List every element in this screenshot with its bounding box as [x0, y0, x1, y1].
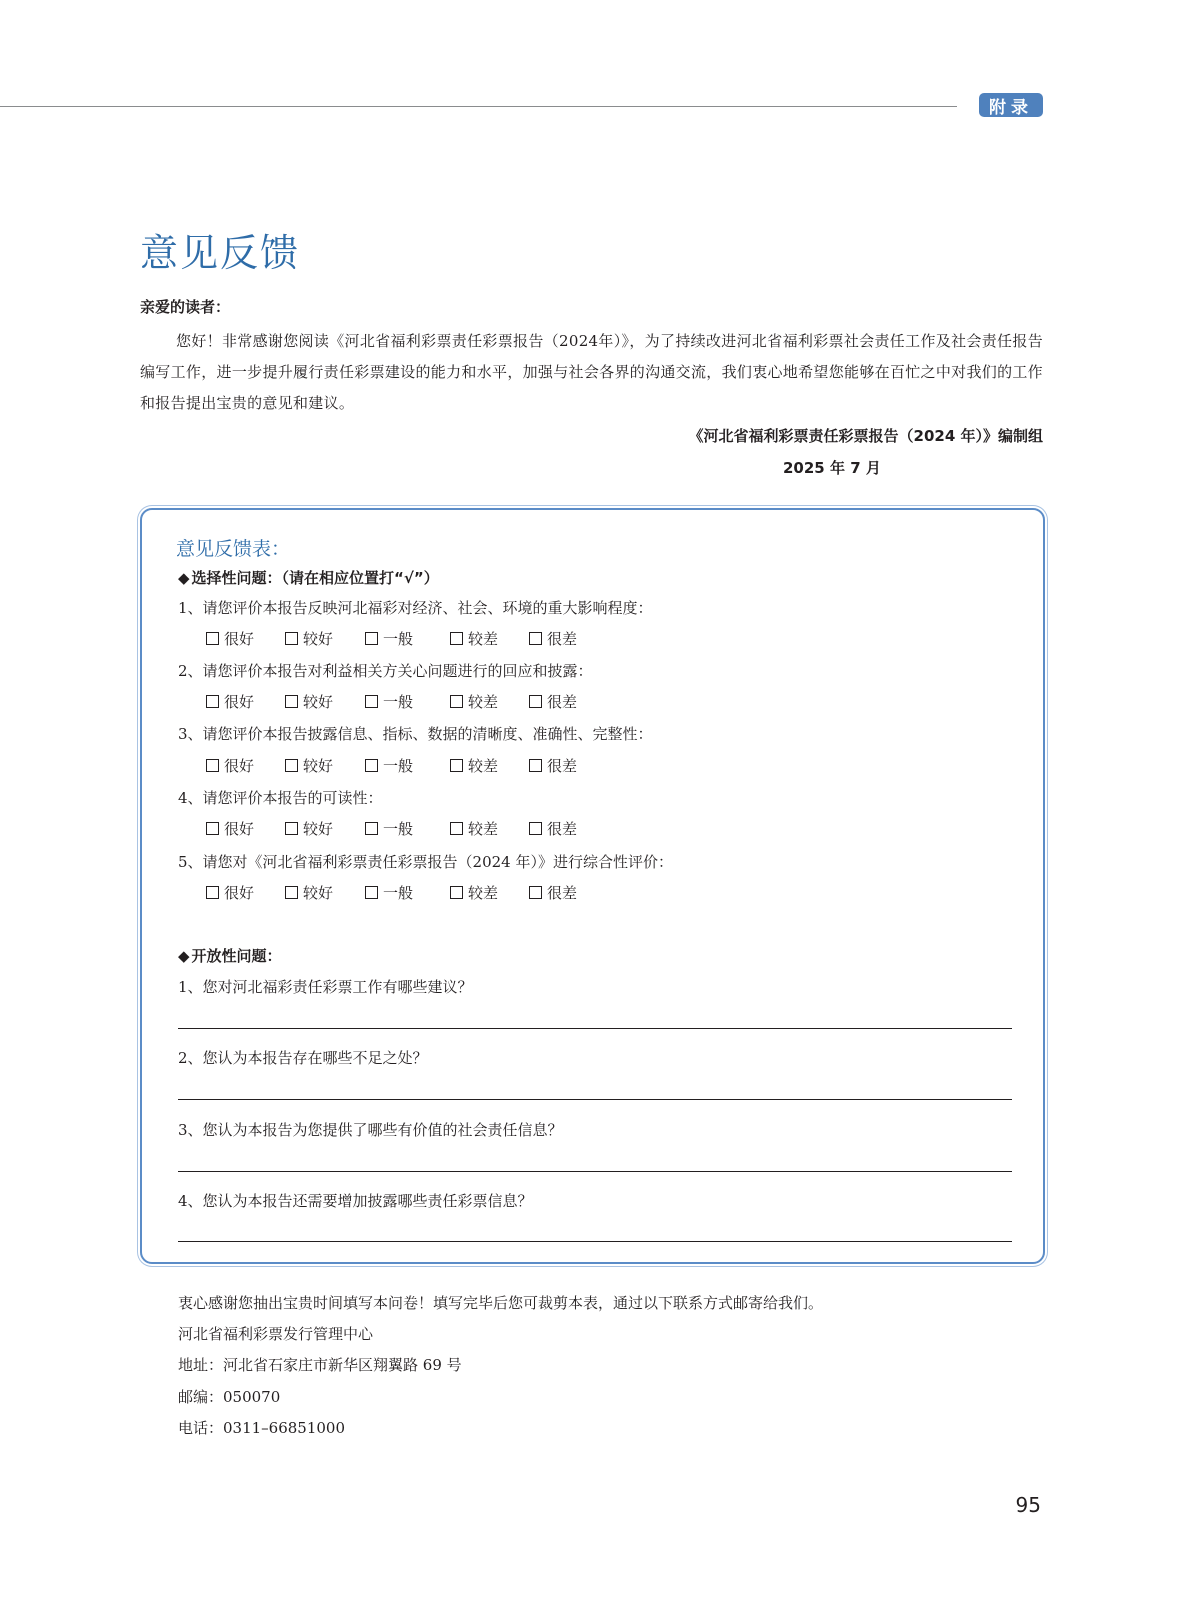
option-very-poor[interactable]	[529, 818, 599, 839]
open-question-1: 1、您对河北福彩责任彩票工作有哪些建议？	[178, 978, 473, 996]
postcode: 邮编：050070	[178, 1388, 281, 1406]
address: 地址：河北省石家庄市新华区翔翼路 69 号	[178, 1356, 462, 1374]
options-row-3	[206, 755, 599, 776]
option-good[interactable]	[285, 691, 365, 712]
signature: 《河北省福利彩票责任彩票报告（2024 年）》编制组	[688, 427, 1043, 445]
answer-line-2[interactable]	[178, 1099, 1012, 1100]
options-row-1	[206, 628, 599, 649]
checkbox-icon[interactable]	[206, 695, 219, 708]
option-label: 一般	[383, 757, 414, 775]
checkbox-icon[interactable]	[285, 632, 298, 645]
option-very-good[interactable]	[206, 628, 285, 649]
checkbox-icon[interactable]	[450, 886, 463, 899]
checkbox-icon[interactable]	[450, 822, 463, 835]
thanks-note: 衷心感谢您抽出宝贵时间填写本问卷！填写完毕后您可裁剪本表，通过以下联系方式邮寄给我们。	[178, 1294, 824, 1312]
checkbox-icon[interactable]	[450, 695, 463, 708]
checkbox-icon[interactable]	[529, 886, 542, 899]
option-label: 一般	[383, 884, 414, 902]
option-label: 较差	[468, 693, 499, 711]
checkbox-icon[interactable]	[206, 759, 219, 772]
choice-question-3: 3、请您评价本报告披露信息、指标、数据的清晰度、准确性、完整性：	[178, 725, 653, 743]
open-section-label	[178, 945, 282, 966]
checkbox-icon[interactable]	[529, 759, 542, 772]
phone: 电话：0311–66851000	[178, 1419, 346, 1437]
appendix-tag: 附录	[979, 93, 1043, 117]
option-poor[interactable]	[450, 691, 529, 712]
option-poor[interactable]	[450, 882, 529, 903]
page-number: 95	[1015, 1493, 1041, 1517]
answer-line-3[interactable]	[178, 1171, 1012, 1172]
option-label: 一般	[383, 820, 414, 838]
header-rule	[0, 106, 957, 107]
option-label: 很差	[547, 693, 578, 711]
checkbox-icon[interactable]	[365, 886, 378, 899]
option-label: 较差	[468, 884, 499, 902]
option-label: 较差	[468, 820, 499, 838]
option-label: 很差	[547, 757, 578, 775]
option-average[interactable]	[365, 882, 450, 903]
option-label: 较好	[303, 757, 334, 775]
option-good[interactable]	[285, 755, 365, 776]
options-row-5	[206, 882, 599, 903]
choice-question-5: 5、请您对《河北省福利彩票责任彩票报告（2024 年）》进行综合性评价：	[178, 853, 673, 871]
option-label: 很好	[224, 820, 255, 838]
checkbox-icon[interactable]	[206, 886, 219, 899]
signature-date: 2025 年 7 月	[783, 459, 881, 477]
option-label: 较差	[468, 630, 499, 648]
option-poor[interactable]	[450, 818, 529, 839]
choice-section-label	[178, 567, 439, 588]
option-label: 很好	[224, 693, 255, 711]
open-question-2: 2、您认为本报告存在哪些不足之处？	[178, 1049, 428, 1067]
option-label: 很好	[224, 630, 255, 648]
checkbox-icon[interactable]	[285, 695, 298, 708]
diamond-bullet-icon: ◆	[178, 947, 190, 965]
option-label: 较好	[303, 693, 334, 711]
option-label: 较好	[303, 630, 334, 648]
choice-question-4: 4、请您评价本报告的可读性：	[178, 789, 383, 807]
organization-name: 河北省福利彩票发行管理中心	[178, 1325, 374, 1343]
checkbox-icon[interactable]	[365, 759, 378, 772]
option-very-poor[interactable]	[529, 755, 599, 776]
option-label: 很差	[547, 820, 578, 838]
option-average[interactable]	[365, 755, 450, 776]
answer-line-4[interactable]	[178, 1241, 1012, 1242]
option-good[interactable]	[285, 628, 365, 649]
options-row-4	[206, 818, 599, 839]
option-very-good[interactable]	[206, 755, 285, 776]
checkbox-icon[interactable]	[365, 695, 378, 708]
option-label: 一般	[383, 630, 414, 648]
option-label: 较差	[468, 757, 499, 775]
option-label: 较好	[303, 884, 334, 902]
option-very-poor[interactable]	[529, 628, 599, 649]
option-very-poor[interactable]	[529, 691, 599, 712]
page-title: 意见反馈	[140, 231, 301, 275]
option-label: 很差	[547, 884, 578, 902]
option-very-poor[interactable]	[529, 882, 599, 903]
checkbox-icon[interactable]	[285, 759, 298, 772]
option-good[interactable]	[285, 882, 365, 903]
checkbox-icon[interactable]	[206, 632, 219, 645]
checkbox-icon[interactable]	[529, 822, 542, 835]
open-question-4: 4、您认为本报告还需要增加披露哪些责任彩票信息？	[178, 1192, 533, 1210]
option-very-good[interactable]	[206, 818, 285, 839]
open-question-3: 3、您认为本报告为您提供了哪些有价值的社会责任信息？	[178, 1121, 563, 1139]
option-label: 很差	[547, 630, 578, 648]
diamond-bullet-icon: ◆	[178, 569, 190, 587]
option-label: 较好	[303, 820, 334, 838]
checkbox-icon[interactable]	[529, 695, 542, 708]
option-poor[interactable]	[450, 628, 529, 649]
option-label: 一般	[383, 693, 414, 711]
salutation: 亲爱的读者：	[140, 298, 231, 316]
checkbox-icon[interactable]	[450, 632, 463, 645]
option-average[interactable]	[365, 628, 450, 649]
choice-question-1: 1、请您评价本报告反映河北福彩对经济、社会、环境的重大影响程度：	[178, 599, 653, 617]
checkbox-icon[interactable]	[285, 822, 298, 835]
checkbox-icon[interactable]	[529, 632, 542, 645]
option-very-good[interactable]	[206, 882, 285, 903]
option-label: 很好	[224, 884, 255, 902]
form-title: 意见反馈表：	[176, 538, 291, 560]
checkbox-icon[interactable]	[450, 759, 463, 772]
option-very-good[interactable]	[206, 691, 285, 712]
answer-line-1[interactable]	[178, 1028, 1012, 1029]
open-section-text: 开放性问题：	[191, 947, 282, 965]
intro-paragraph: 您好！非常感谢您阅读《河北省福利彩票责任彩票报告（2024年）》，为了持续改进河北省福利彩票社会责任工作及社会责任报告编写工作，进一步提升履行责任彩票建设的能力和水平，加强与社会各界的沟通交流，我们衷心地希望您能够在百忙之中对我们的工作和报告提出宝贵的意见和建议。	[140, 332, 1043, 412]
option-label: 很好	[224, 757, 255, 775]
checkbox-icon[interactable]	[365, 822, 378, 835]
checkbox-icon[interactable]	[365, 632, 378, 645]
checkbox-icon[interactable]	[206, 822, 219, 835]
option-poor[interactable]	[450, 755, 529, 776]
options-row-2	[206, 691, 599, 712]
option-good[interactable]	[285, 818, 365, 839]
checkbox-icon[interactable]	[285, 886, 298, 899]
option-average[interactable]	[365, 818, 450, 839]
option-average[interactable]	[365, 691, 450, 712]
choice-question-2: 2、请您评价本报告对利益相关方关心问题进行的回应和披露：	[178, 662, 593, 680]
choice-section-text: 选择性问题：（请在相应位置打“√”）	[191, 569, 439, 587]
